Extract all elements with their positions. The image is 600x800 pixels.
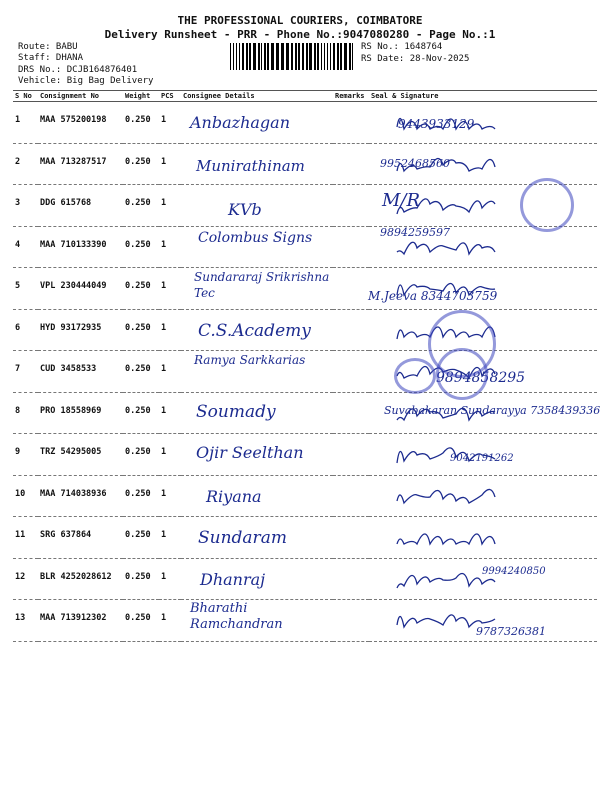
consignee-handwriting: Ojir Seelthan bbox=[196, 443, 304, 462]
signature-handwriting: 9443933129 bbox=[398, 117, 475, 131]
cell-pcs: 1 bbox=[159, 185, 181, 227]
seal-stamp bbox=[520, 178, 574, 232]
cell-pcs: 1 bbox=[159, 102, 181, 144]
barcode-bar bbox=[236, 43, 237, 70]
signature-scribble bbox=[392, 147, 592, 183]
signature-handwriting: Suvabakaran Sundarayya 7358439336 bbox=[384, 403, 600, 417]
cell-consignment: MAA 713912302 bbox=[38, 600, 123, 642]
consignee-handwriting: Sundaram bbox=[198, 528, 287, 548]
runsheet-subtitle: Delivery Runsheet - PRR - Phone No.:9047080280 - Page No.:1 bbox=[104, 28, 496, 41]
signature-handwriting: 9787326381 bbox=[476, 625, 546, 638]
cell-pcs: 1 bbox=[159, 600, 181, 642]
consignee-handwriting: Riyana bbox=[206, 486, 262, 506]
cell-sno: 10 bbox=[13, 475, 38, 517]
signature-scribble bbox=[392, 520, 592, 556]
cell-sno: 3 bbox=[13, 185, 38, 227]
cell-consignment: HYD 93172935 bbox=[38, 309, 123, 351]
signature-scribble bbox=[392, 230, 592, 266]
cell-sno: 1 bbox=[13, 102, 38, 144]
barcode-bar bbox=[344, 43, 347, 70]
cell-remarks bbox=[333, 143, 369, 185]
cell-remarks bbox=[333, 434, 369, 476]
col-weight-header: Weight bbox=[123, 91, 159, 102]
cell-sno: 4 bbox=[13, 226, 38, 268]
barcode-bar bbox=[271, 43, 274, 70]
cell-weight: 0.250 bbox=[123, 185, 159, 227]
barcode-bar bbox=[286, 43, 289, 70]
cell-weight: 0.250 bbox=[123, 102, 159, 144]
cell-remarks bbox=[333, 517, 369, 559]
col-sno-header: S No bbox=[13, 91, 38, 102]
signature-scribble bbox=[392, 479, 592, 515]
cell-weight: 0.250 bbox=[123, 434, 159, 476]
cell-weight: 0.250 bbox=[123, 517, 159, 559]
cell-weight: 0.250 bbox=[123, 558, 159, 600]
runsheet-title: THE PROFESSIONAL COURIERS, COIMBATORE bbox=[177, 14, 423, 27]
cell-remarks bbox=[333, 558, 369, 600]
cell-remarks bbox=[333, 475, 369, 517]
consignee-handwriting: Dhanraj bbox=[200, 569, 266, 589]
signature-scribble bbox=[392, 396, 592, 432]
barcode-bar bbox=[352, 43, 353, 70]
staff-label: Staff: DHANA bbox=[18, 53, 84, 63]
cell-weight: 0.250 bbox=[123, 143, 159, 185]
cell-pcs: 1 bbox=[159, 517, 181, 559]
cell-weight: 0.250 bbox=[123, 351, 159, 393]
barcode-bar bbox=[349, 43, 351, 70]
cell-pcs: 1 bbox=[159, 475, 181, 517]
signature-scribble bbox=[392, 603, 592, 639]
cell-sno: 13 bbox=[13, 600, 38, 642]
barcode-bar bbox=[321, 43, 322, 70]
cell-sno: 8 bbox=[13, 392, 38, 434]
signature-scribble bbox=[392, 271, 592, 307]
cell-weight: 0.250 bbox=[123, 226, 159, 268]
cell-sno: 2 bbox=[13, 143, 38, 185]
cell-sno: 12 bbox=[13, 558, 38, 600]
barcode-bar bbox=[242, 43, 244, 70]
cell-consignment: SRG 637864 bbox=[38, 517, 123, 559]
signature-handwriting: 9994240850 bbox=[482, 565, 546, 577]
barcode-bar bbox=[239, 43, 240, 70]
signature-scribble bbox=[392, 562, 592, 598]
signature-scribble bbox=[392, 437, 592, 473]
cell-consignment: CUD 3458533 bbox=[38, 351, 123, 393]
cell-pcs: 1 bbox=[159, 143, 181, 185]
barcode-image bbox=[230, 43, 356, 70]
barcode-bar bbox=[233, 43, 234, 70]
seal-stamp bbox=[436, 348, 488, 400]
cell-remarks bbox=[333, 392, 369, 434]
signature-handwriting: 9042191262 bbox=[450, 453, 514, 464]
cell-weight: 0.250 bbox=[123, 392, 159, 434]
barcode-bar bbox=[298, 43, 300, 70]
signature-handwriting: 9894858295 bbox=[436, 370, 526, 386]
consignee-handwriting: C.S.Academy bbox=[198, 320, 311, 341]
consignee-handwriting: Bharathi Ramchandran bbox=[190, 601, 283, 632]
cell-consignment: TRZ 54295005 bbox=[38, 434, 123, 476]
cell-consignment: DDG 615768 bbox=[38, 185, 123, 227]
consignee-handwriting: KVb bbox=[228, 200, 262, 219]
barcode-bar bbox=[249, 43, 251, 70]
cell-consignment: MAA 713287517 bbox=[38, 143, 123, 185]
cell-consignment: MAA 710133390 bbox=[38, 226, 123, 268]
barcode-bar bbox=[327, 43, 328, 70]
barcode-bar bbox=[309, 43, 312, 70]
consignee-handwriting: Anbazhagan bbox=[190, 113, 290, 132]
vehicle-label: Vehicle: Big Bag Delivery bbox=[18, 76, 154, 86]
consignee-handwriting: Soumady bbox=[196, 401, 276, 422]
col-consignment-header: Consignment No bbox=[38, 91, 123, 102]
barcode-bar bbox=[261, 43, 262, 70]
barcode-bar bbox=[324, 43, 325, 70]
consignee-handwriting: Colombus Signs bbox=[198, 229, 313, 246]
barcode-bar bbox=[337, 43, 339, 70]
cell-remarks bbox=[333, 185, 369, 227]
barcode-bar bbox=[302, 43, 304, 70]
barcode-bar bbox=[258, 43, 260, 70]
cell-pcs: 1 bbox=[159, 434, 181, 476]
cell-pcs: 1 bbox=[159, 268, 181, 310]
col-consignee-header: Consignee Details bbox=[181, 91, 333, 102]
cell-weight: 0.250 bbox=[123, 268, 159, 310]
col-signature-header: Seal & Signature bbox=[369, 91, 597, 102]
barcode-bar bbox=[253, 43, 256, 70]
cell-consignment: PRO 18558969 bbox=[38, 392, 123, 434]
col-remarks-header: Remarks bbox=[333, 91, 369, 102]
barcode-bar bbox=[276, 43, 279, 70]
cell-sno: 11 bbox=[13, 517, 38, 559]
barcode-bar bbox=[330, 43, 331, 70]
barcode-bar bbox=[306, 43, 308, 70]
signature-handwriting: M/R bbox=[382, 190, 421, 211]
signature-handwriting: M.Jeeva 8344703759 bbox=[368, 289, 498, 303]
cell-consignment: BLR 4252028612 bbox=[38, 558, 123, 600]
barcode-bar bbox=[267, 43, 269, 70]
cell-sno: 9 bbox=[13, 434, 38, 476]
cell-pcs: 1 bbox=[159, 392, 181, 434]
rs-number: RS No.: 1648764 bbox=[361, 42, 443, 52]
cell-pcs: 1 bbox=[159, 558, 181, 600]
route-label: Route: BABU bbox=[18, 42, 78, 52]
table-header-row bbox=[13, 91, 597, 102]
cell-remarks bbox=[333, 102, 369, 144]
barcode-bar bbox=[246, 43, 248, 70]
seal-stamp bbox=[394, 358, 436, 394]
barcode-bar bbox=[295, 43, 297, 70]
cell-sno: 5 bbox=[13, 268, 38, 310]
signature-handwriting: 9894259597 bbox=[380, 225, 450, 239]
barcode-bar bbox=[230, 43, 231, 70]
cell-remarks bbox=[333, 309, 369, 351]
cell-consignment: VPL 230444049 bbox=[38, 268, 123, 310]
barcode-bar bbox=[333, 43, 335, 70]
barcode-bar bbox=[281, 43, 284, 70]
barcode-bar bbox=[264, 43, 266, 70]
signature-handwriting: 9952468560 bbox=[380, 156, 450, 170]
barcode-bar bbox=[340, 43, 342, 70]
cell-pcs: 1 bbox=[159, 226, 181, 268]
consignee-handwriting: Munirathinam bbox=[196, 156, 305, 175]
cell-consignment: MAA 575200198 bbox=[38, 102, 123, 144]
signature-scribble bbox=[392, 105, 592, 141]
cell-pcs: 1 bbox=[159, 351, 181, 393]
cell-consignment: MAA 714038936 bbox=[38, 475, 123, 517]
rs-date: RS Date: 28-Nov-2025 bbox=[361, 54, 470, 64]
cell-weight: 0.250 bbox=[123, 309, 159, 351]
cell-sno: 7 bbox=[13, 351, 38, 393]
barcode-bar bbox=[317, 43, 319, 70]
col-pcs-header: PCS bbox=[159, 91, 181, 102]
consignee-handwriting: Sundararaj Srikrishna Tec bbox=[194, 270, 330, 300]
barcode-bar bbox=[291, 43, 293, 70]
cell-weight: 0.250 bbox=[123, 475, 159, 517]
cell-pcs: 1 bbox=[159, 309, 181, 351]
barcode-bar bbox=[314, 43, 316, 70]
drs-number: DRS No.: DCJB164876401 bbox=[18, 65, 138, 75]
cell-weight: 0.250 bbox=[123, 600, 159, 642]
consignee-handwriting: Ramya Sarkkarias bbox=[194, 353, 306, 367]
cell-sno: 6 bbox=[13, 309, 38, 351]
